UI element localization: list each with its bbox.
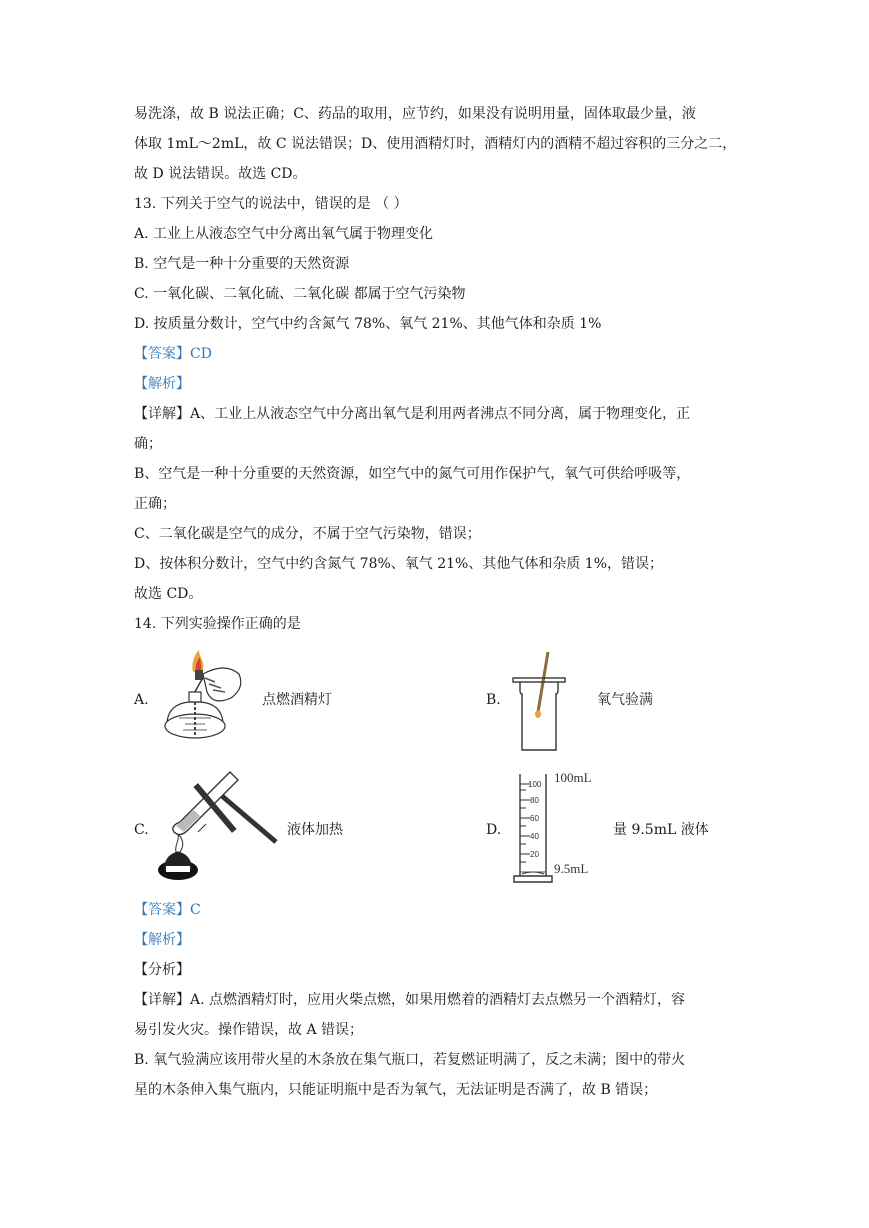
q14-analysis-heading: 【解析】 — [134, 932, 190, 948]
question-13: 13. 下列关于空气的说法中，错误的是 （ ） — [134, 196, 408, 212]
q13-detail: D、按体积分数计，空气中约含氮气 78%、氧气 21%、其他气体和杂质 1%，错误； — [134, 556, 664, 572]
q13-answer: 【答案】CD — [134, 346, 212, 362]
q14-detail: 易引发火灾。操作错误，故 A 错误； — [134, 1022, 364, 1038]
q13-detail: 【详解】A、工业上从液态空气中分离出氧气是利用两者沸点不同分离，属于物理变化，正 — [134, 406, 691, 422]
q14-detail: B. 氧气验满应该用带火星的木条放在集气瓶口，若复燃证明满了，反之未满；图中的带火 — [134, 1052, 686, 1068]
alcohol-lamp-lighting-image — [155, 648, 255, 744]
q14-answer: 【答案】C — [134, 902, 201, 918]
text-line: 易洗涤，故 B 说法正确；C、药品的取用，应节约，如果没有说明用量，固体取最少量，液 — [134, 106, 696, 122]
cylinder-tick: 80 — [530, 796, 539, 805]
q14-option-b-label: 氧气验满 — [597, 692, 653, 708]
q14-option-d-label: 量 9.5mL 液体 — [613, 822, 709, 838]
q14-fenxi-heading: 【分析】 — [134, 962, 190, 978]
cylinder-tick: 40 — [530, 832, 539, 841]
q14-option-c-letter: C. — [134, 822, 149, 838]
q14-option-a-letter: A. — [134, 692, 149, 708]
cylinder-tick: 60 — [530, 814, 539, 823]
q14-detail: 星的木条伸入集气瓶内，只能证明瓶中是否为氧气，无法证明是否满了，故 B 错误； — [134, 1082, 658, 1098]
q13-option-c: C. 一氧化碳、二氧化硫、二氧化碳 都属于空气污染物 — [134, 286, 466, 302]
test-tube-heating-image — [150, 766, 282, 886]
q13-option-a: A. 工业上从液态空气中分离出氧气属于物理变化 — [134, 226, 434, 242]
q13-conclusion: 故选 CD。 — [134, 586, 203, 602]
q13-detail: C、二氧化碳是空气的成分，不属于空气污染物，错误； — [134, 526, 481, 542]
oxygen-bottle-image — [510, 650, 570, 754]
q13-analysis-heading: 【解析】 — [134, 376, 190, 392]
q14-detail: 【详解】A. 点燃酒精灯时，应用火柴点燃，如果用燃着的酒精灯去点燃另一个酒精灯，容 — [134, 992, 686, 1008]
cylinder-tick: 20 — [530, 850, 539, 859]
q14-option-a-label: 点燃酒精灯 — [262, 692, 332, 708]
cylinder-tick: 100 — [528, 780, 542, 789]
cylinder-top-label: 100mL — [554, 770, 592, 785]
q14-option-d-letter: D. — [486, 822, 502, 838]
question-14: 14. 下列实验操作正确的是 — [134, 616, 301, 632]
q13-detail: 正确； — [134, 496, 176, 512]
cylinder-bottom-label: 9.5mL — [554, 861, 589, 876]
q13-option-b: B. 空气是一种十分重要的天然资源 — [134, 256, 350, 272]
q14-option-b-letter: B. — [486, 692, 501, 708]
q14-option-c-label: 液体加热 — [287, 822, 343, 838]
q13-option-d: D. 按质量分数计，空气中约含氮气 78%、氧气 21%、其他气体和杂质 1% — [134, 316, 602, 332]
q13-detail: B、空气是一种十分重要的天然资源，如空气中的氮气可用作保护气，氧气可供给呼吸等， — [134, 466, 691, 482]
measuring-cylinder-image — [508, 770, 608, 886]
text-line: 体取 1mL～2mL，故 C 说法错误；D、使用酒精灯时，酒精灯内的酒精不超过容积的三分之二， — [134, 136, 737, 152]
q13-detail: 确； — [134, 436, 162, 452]
text-line: 故 D 说法错误。故选 CD。 — [134, 166, 307, 182]
